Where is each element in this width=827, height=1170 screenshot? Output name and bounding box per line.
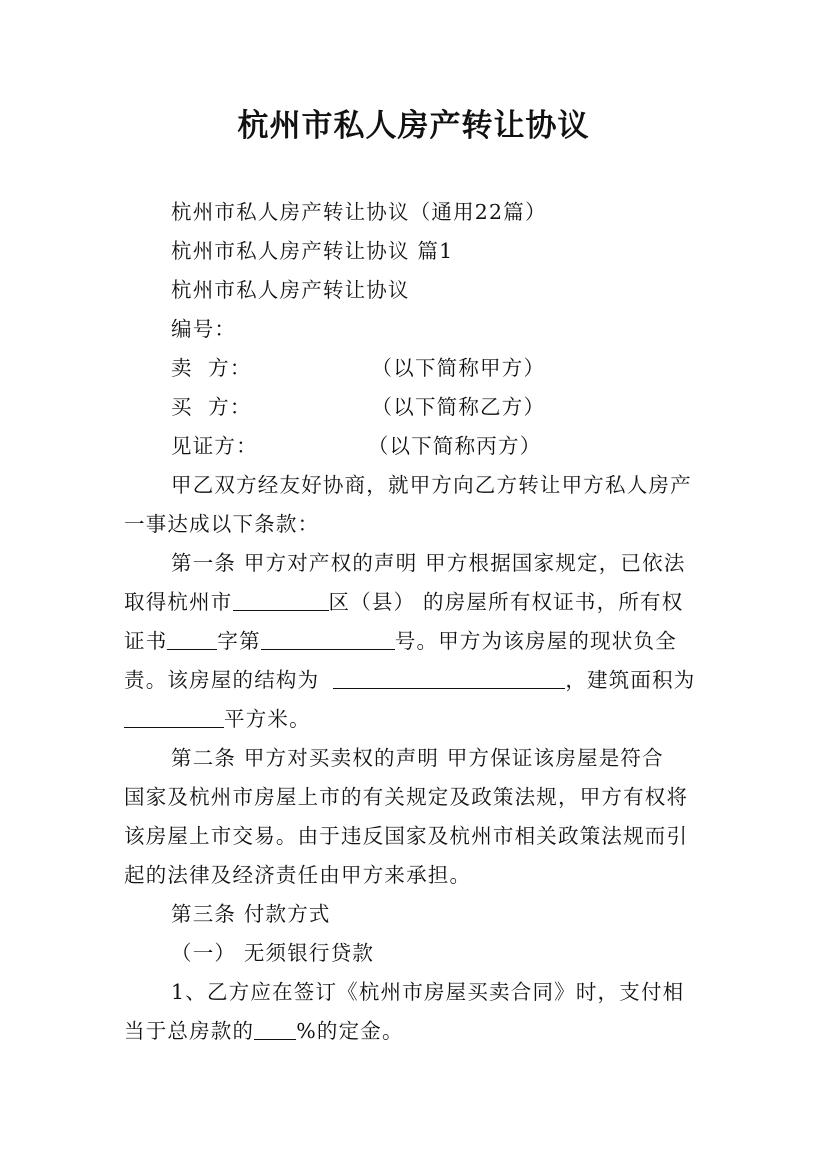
intro-line-2: 一事达成以下条款： xyxy=(124,512,320,536)
seller-line xyxy=(171,355,545,381)
buyer-line xyxy=(171,394,545,420)
intro-line-1: 甲乙双方经友好协商，就甲方向乙方转让甲方私人房产 xyxy=(171,473,692,497)
article-1-line-3 xyxy=(124,628,677,654)
document-title: 杭州市私人房产转让协议 xyxy=(237,108,590,144)
article-3-item-1-line-2 xyxy=(124,1018,404,1044)
text-segment: %的定金。 xyxy=(296,1019,404,1043)
article-2-line-3: 该房屋上市交易。由于违反国家及杭州市相关政策法规而引 xyxy=(124,824,689,848)
agreement-heading: 杭州市私人房产转让协议 xyxy=(171,278,410,302)
article-2-line-1: 第二条 甲方对买卖权的声明 甲方保证该房屋是符合 xyxy=(171,746,664,770)
text-segment: 区（县） 的房屋所有权证书，所有权 xyxy=(328,590,684,614)
part-title: 杭州市私人房产转让协议 篇1 xyxy=(171,239,454,263)
area-blank xyxy=(124,707,224,728)
article-2-line-2: 国家及杭州市房屋上市的有关规定及政策法规，甲方有权将 xyxy=(124,785,689,809)
text-segment: 当于总房款的 xyxy=(124,1019,255,1043)
seller-label: 卖 方： xyxy=(171,356,252,380)
certificate-prefix-blank xyxy=(167,629,217,650)
witness-line xyxy=(171,433,541,459)
witness-label: 见证方： xyxy=(171,434,258,458)
seller-note: （以下简称甲方） xyxy=(371,356,546,380)
article-1-line-2 xyxy=(124,589,683,615)
article-1-line-5 xyxy=(124,706,311,732)
text-segment: 号。甲方为该房屋的现状负全 xyxy=(394,629,677,653)
buyer-label: 买 方： xyxy=(171,395,252,419)
structure-blank xyxy=(333,668,565,689)
article-3-item-1-line-1: 1、乙方应在签订《杭州市房屋买卖合同》时，支付相 xyxy=(171,980,685,1004)
certificate-number-blank xyxy=(261,629,395,650)
article-2-line-4: 起的法律及经济责任由甲方来承担。 xyxy=(124,863,472,887)
text-segment: 字第 xyxy=(217,629,261,653)
text-segment: 取得杭州市 xyxy=(124,590,233,614)
number-label: 编号： xyxy=(171,317,237,341)
buyer-note: （以下简称乙方） xyxy=(371,395,546,419)
article-1-line-4 xyxy=(124,667,696,693)
witness-note: （以下简称丙方） xyxy=(367,434,542,458)
text-segment: 证书 xyxy=(124,629,168,653)
district-blank xyxy=(233,590,329,611)
text-segment: ，建筑面积为 xyxy=(565,668,696,692)
article-3-heading: 第三条 付款方式 xyxy=(171,902,331,926)
text-segment: 平方米。 xyxy=(224,707,311,731)
article-1-line-1: 第一条 甲方对产权的声明 甲方根据国家规定，已依法 xyxy=(171,551,686,575)
article-3-subheading: （一） 无须银行贷款 xyxy=(171,941,375,965)
collection-title: 杭州市私人房产转让协议（通用22篇） xyxy=(171,200,547,224)
deposit-percent-blank xyxy=(254,1019,296,1040)
text-segment: 责。该房屋的结构为 xyxy=(124,668,320,692)
